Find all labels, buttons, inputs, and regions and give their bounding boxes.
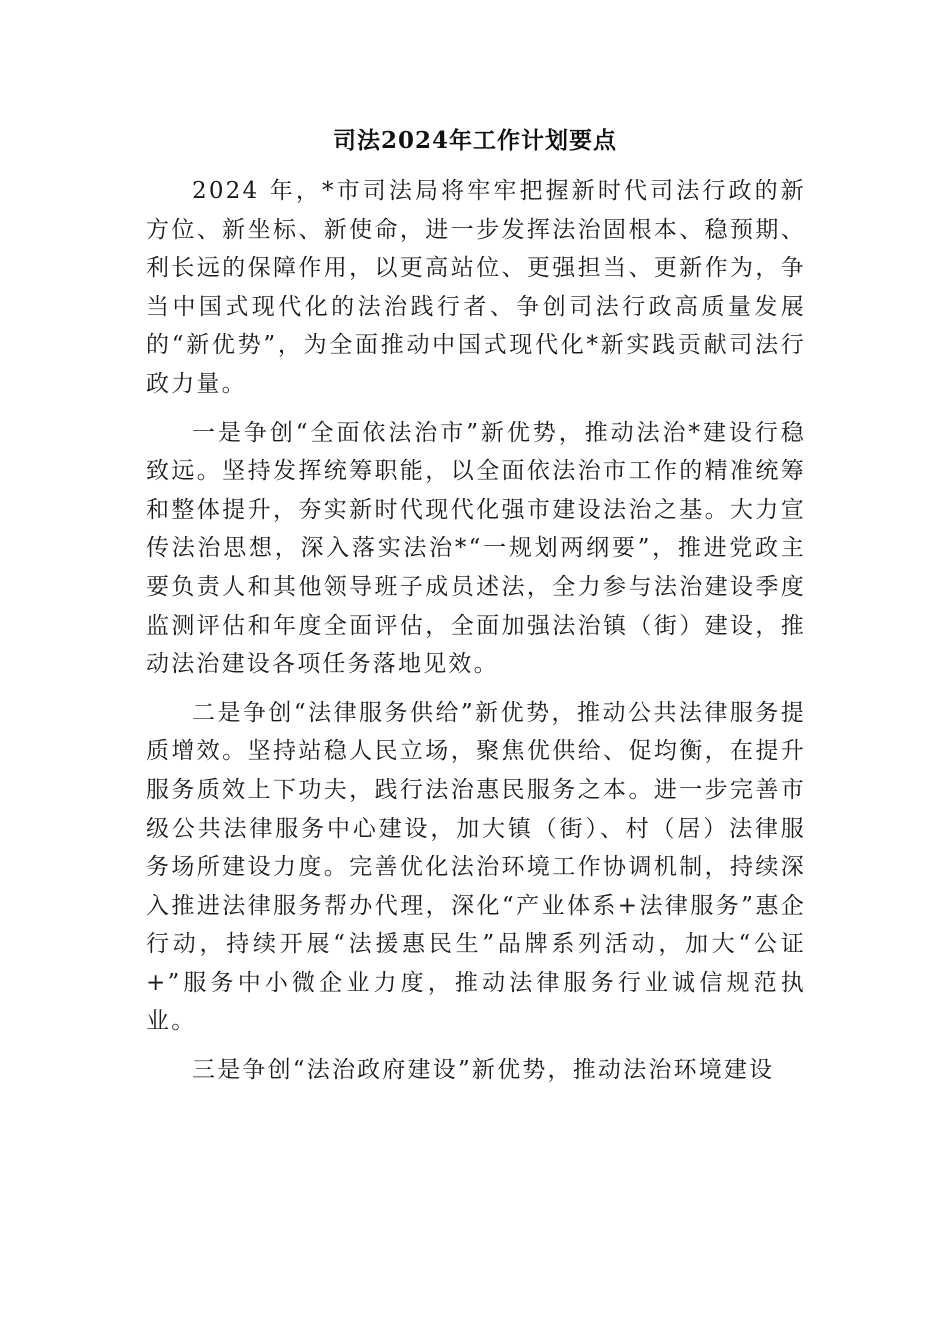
document-body — [146, 172, 806, 1090]
paragraph-point-two: 二是争创“法律服务供给”新优势，推动公共法律服务提质增效。坚持站稳人民立场，聚焦优供给、促均衡，在提升服务质效上下功夫，践行法治惠民服务之本。进一步完善市级公共法律服务中心建设，加大镇（街）、村（居）法律服务场所建设力度。完善优化法治环境工作协调机制，持续深入推进法律服务帮办代理，深化“产业体系+法律服务”惠企行动，持续开展“法援惠民生”品牌系列活动，加大“公证+”服务中小微企业力度，推动法律服务行业诚信规范执业。 — [146, 699, 806, 1035]
paragraph-point-three: 三是争创“法治政府建设”新优势，推动法治环境建设 — [192, 1057, 775, 1084]
document-title: 司法2024年工作计划要点 — [332, 127, 617, 154]
paragraph-point-one: 一是争创“全面依法治市”新优势，推动法治*建设行稳致远。坚持发挥统筹职能，以全面依法治市工作的精准统筹和整体提升，夯实新时代现代化强市建设法治之基。大力宣传法治思想，深入落实法治*“一规划两纲要”，推进党政主要负责人和其他领导班子成员述法，全力参与法治建设季度监测评估和年度全面评估，全面加强法治镇（街）建设，推动法治建设各项任务落地见效。 — [146, 419, 806, 678]
paragraph-intro: 2024 年，*市司法局将牢牢把握新时代司法行政的新方位、新坐标、新使命，进一步发挥法治固根本、稳预期、利长远的保障作用，以更高站位、更强担当、更新作为，争当中国式现代化的法治践行者、争创司法行政高质量发展的“新优势”，为全面推动中国式现代化*新实践贡献司法行政力量。 — [146, 178, 806, 397]
